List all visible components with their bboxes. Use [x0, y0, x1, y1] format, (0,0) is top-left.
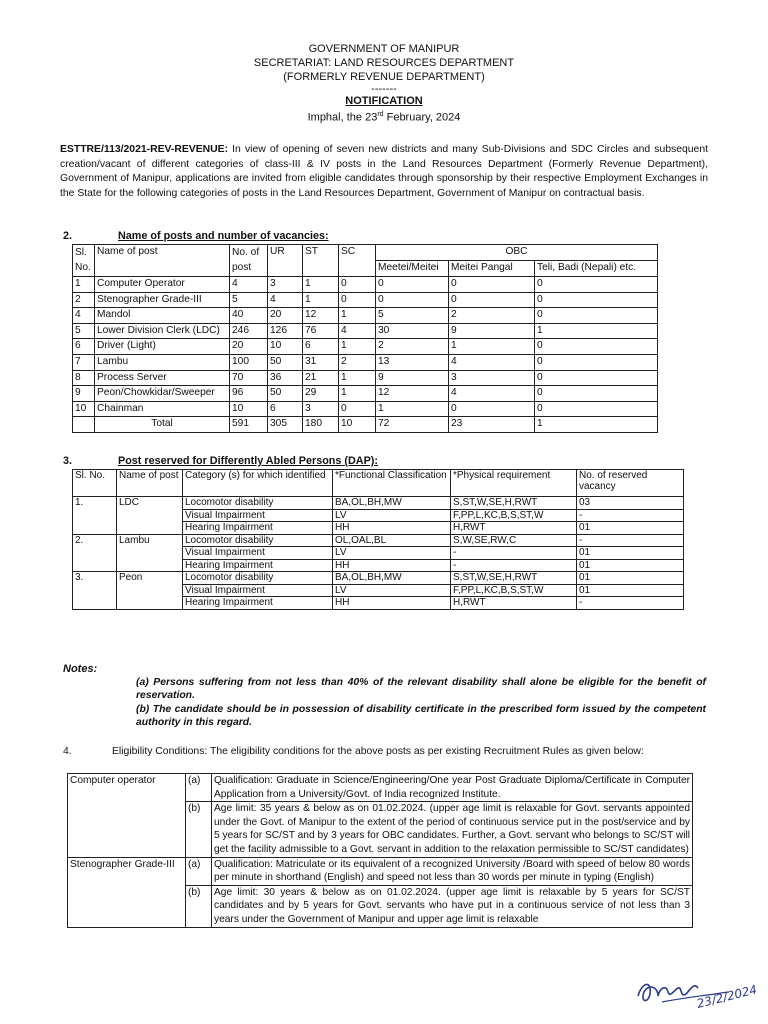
table-cell: Hearing Impairment	[183, 522, 333, 535]
notification-title: NOTIFICATION	[345, 95, 423, 107]
table-cell: S,W,SE,RW,C	[451, 534, 577, 547]
table-cell: Peon/Chowkidar/Sweeper	[95, 386, 230, 402]
table-cell: 126	[268, 323, 303, 339]
vacancy-header-row	[73, 245, 658, 261]
table-cell: 01	[577, 584, 684, 597]
table-cell: Visual Impairment	[183, 584, 333, 597]
dap-table	[72, 469, 684, 610]
eligibility-item-text: Qualification: Graduate in Science/Engineering/One year Post Graduate Diploma/Certificate in Computer Application from a University/Govt. of India recognized Institute.	[212, 774, 693, 802]
table-cell: Hearing Impairment	[183, 559, 333, 572]
eligibility-item-label: (a)	[186, 774, 212, 802]
dap-header-row	[73, 470, 684, 497]
table-cell: 1	[339, 386, 376, 402]
table-cell: 0	[535, 308, 658, 324]
table-cell: 5	[376, 308, 449, 324]
dept-line: SECRETARIAT: LAND RESOURCES DEPARTMENT	[253, 57, 515, 69]
notes-block	[136, 676, 706, 730]
table-cell: HH	[333, 559, 451, 572]
table-cell: 0	[376, 292, 449, 308]
table-cell: 0	[339, 401, 376, 417]
eligibility-item-label: (a)	[186, 857, 212, 885]
dap-col-category: Category (s) for which identified	[183, 470, 333, 497]
col-sl: Sl. No.	[73, 245, 95, 277]
table-cell: Chainman	[95, 401, 230, 417]
table-cell: 1	[449, 339, 535, 355]
table-cell: 1	[535, 323, 658, 339]
table-cell: Lower Division Clerk (LDC)	[95, 323, 230, 339]
table-cell: H,RWT	[451, 597, 577, 610]
eligibility-item-text: Qualification: Matriculate or its equivalent of a recognized University /Board with speed of below 80 words per minute in shorthand (English) and speed not less than 30 words per minute in typing (English)	[212, 857, 693, 885]
table-row	[73, 323, 658, 339]
table-cell: 0	[535, 292, 658, 308]
col-no: No. of post	[230, 245, 268, 277]
table-row	[73, 354, 658, 370]
col-name: Name of post	[95, 245, 230, 277]
table-cell: 1	[339, 339, 376, 355]
table-cell: 3	[449, 370, 535, 386]
section-3-title: 3. Post reserved for Differently Abled Persons (DAP):	[63, 455, 378, 467]
table-cell: OL,OAL,BL	[333, 534, 451, 547]
table-cell: 31	[303, 354, 339, 370]
table-cell: 29	[303, 386, 339, 402]
table-cell: 96	[230, 386, 268, 402]
table-row	[73, 277, 658, 293]
table-row	[73, 308, 658, 324]
table-cell: Locomotor disability	[183, 497, 333, 510]
vacancy-total-row: Total 591 305 180 10 72 23 1	[73, 417, 658, 433]
table-cell: 4	[449, 386, 535, 402]
reference-number: ESTTRE/113/2021-REV-REVENUE:	[60, 144, 229, 155]
table-cell: Computer Operator	[95, 277, 230, 293]
table-cell: 2	[449, 308, 535, 324]
table-cell: LV	[333, 547, 451, 560]
table-cell: 21	[303, 370, 339, 386]
table-cell: -	[451, 559, 577, 572]
table-cell: 1	[376, 401, 449, 417]
table-row	[73, 386, 658, 402]
table-cell: LV	[333, 509, 451, 522]
table-cell: F,PP,L,KC,B,S,ST,W	[451, 584, 577, 597]
section-2-title: 2. Name of posts and number of vacancies:	[63, 230, 329, 242]
table-cell: Process Server	[95, 370, 230, 386]
col-obc-pangal: Meitei Pangal	[449, 261, 535, 277]
table-cell: 12	[303, 308, 339, 324]
table-cell: 1	[73, 277, 95, 293]
table-cell: Stenographer Grade-III	[95, 292, 230, 308]
table-cell: 2	[376, 339, 449, 355]
table-cell: 12	[376, 386, 449, 402]
dap-col-sl: Sl. No.	[73, 470, 117, 497]
table-row	[73, 572, 684, 585]
table-cell: BA,OL,BH,MW	[333, 572, 451, 585]
table-cell: HH	[333, 597, 451, 610]
table-cell: 03	[577, 497, 684, 510]
eligibility-post: Stenographer Grade-III	[68, 857, 186, 927]
table-cell: 0	[535, 339, 658, 355]
table-cell: 0	[376, 277, 449, 293]
table-cell: 01	[577, 572, 684, 585]
table-cell: 0	[339, 292, 376, 308]
eligibility-item-label: (b)	[186, 802, 212, 857]
table-cell: 0	[535, 386, 658, 402]
table-cell: 9	[73, 386, 95, 402]
dap-post: Peon	[117, 572, 183, 610]
dap-post: Lambu	[117, 534, 183, 572]
table-cell: 9	[376, 370, 449, 386]
table-cell: 01	[577, 522, 684, 535]
table-cell: 10	[73, 401, 95, 417]
table-cell: 36	[268, 370, 303, 386]
col-ur: UR	[268, 245, 303, 277]
table-cell: 3	[268, 277, 303, 293]
intro-text: In view of opening of seven new districts and many Sub-Divisions and SDC Circles and subsequent creation/vacant of different categories of class-III & IV posts in the Land Resources Department (Formerly Revenue Department), Government of Manipur, applications are invited from eligible candidates through sponsorship by their respective Employment Exchanges in the State for the following categories of posts in the Land Resources Department, Government of Manipur on contractual basis.	[60, 144, 708, 199]
table-cell: 76	[303, 323, 339, 339]
table-cell: 70	[230, 370, 268, 386]
note-b: (b) The candidate should be in possession of disability certificate in the prescribed form issued by the competent authority in this regard.	[136, 703, 706, 729]
table-cell: H,RWT	[451, 522, 577, 535]
table-cell: 10	[230, 401, 268, 417]
intro-paragraph	[60, 143, 708, 201]
govt-line: GOVERNMENT OF MANIPUR	[308, 43, 460, 55]
table-cell: 4	[339, 323, 376, 339]
dap-col-reserved: No. of reserved vacancy	[577, 470, 684, 497]
table-row	[68, 857, 693, 885]
table-cell: 5	[73, 323, 95, 339]
signature-image	[632, 968, 760, 1016]
table-cell: 30	[376, 323, 449, 339]
signature-date: 23/2/2024	[695, 982, 759, 1011]
table-cell: 10	[268, 339, 303, 355]
eligibility-table	[67, 773, 693, 928]
table-cell: Hearing Impairment	[183, 597, 333, 610]
table-cell: LV	[333, 584, 451, 597]
table-row	[73, 534, 684, 547]
table-cell: 4	[230, 277, 268, 293]
table-cell: 0	[449, 401, 535, 417]
table-cell: 1	[339, 308, 376, 324]
table-row	[73, 497, 684, 510]
table-cell: 1	[339, 370, 376, 386]
former-dept-line: (FORMERLY REVENUE DEPARTMENT)	[283, 71, 485, 83]
table-cell: Locomotor disability	[183, 534, 333, 547]
table-cell: 0	[535, 277, 658, 293]
table-row	[73, 370, 658, 386]
table-cell: 20	[230, 339, 268, 355]
col-sc: SC	[339, 245, 376, 277]
table-cell: 6	[268, 401, 303, 417]
col-obc-teli: Teli, Badi (Nepali) etc.	[535, 261, 658, 277]
table-cell: BA,OL,BH,MW	[333, 497, 451, 510]
col-st: ST	[303, 245, 339, 277]
eligibility-item-text: Age limit: 35 years & below as on 01.02.2024. (upper age limit is relaxable for Govt. servants appointed under the Govt. of Manipur to the extent of the period of continuous service put in the post/service and by 5 years for SC/ST and by 3 years for OBC candidates. Further, a Govt. servant who belongs to SC/ST will get the facility admissible to a Govt. servant in addition to the relaxation permissible to SC/ST candidates)	[212, 802, 693, 857]
table-cell: 0	[535, 401, 658, 417]
table-cell: Locomotor disability	[183, 572, 333, 585]
table-cell: Lambu	[95, 354, 230, 370]
table-cell: 0	[339, 277, 376, 293]
note-a: (a) Persons suffering from not less than 40% of the relevant disability shall alone be eligible for the benefit of reservation.	[136, 677, 706, 702]
table-cell: HH	[333, 522, 451, 535]
table-row	[68, 774, 693, 802]
table-cell: 5	[230, 292, 268, 308]
table-cell: -	[577, 509, 684, 522]
table-cell: 0	[535, 354, 658, 370]
table-cell: 2	[73, 292, 95, 308]
table-cell: F,PP,L,KC,B,S,ST,W	[451, 509, 577, 522]
table-cell: S,ST,W,SE,H,RWT	[451, 497, 577, 510]
notes-label: Notes:	[63, 663, 98, 675]
table-cell: 1	[303, 277, 339, 293]
dap-sl: 2.	[73, 534, 117, 572]
dap-post: LDC	[117, 497, 183, 535]
table-cell: 6	[73, 339, 95, 355]
table-cell: 01	[577, 559, 684, 572]
table-cell: 9	[449, 323, 535, 339]
eligibility-item-label: (b)	[186, 885, 212, 927]
table-row	[73, 292, 658, 308]
table-cell: 20	[268, 308, 303, 324]
table-cell: 7	[73, 354, 95, 370]
table-cell: Mandol	[95, 308, 230, 324]
col-obc-meetei: Meetei/Meitei	[376, 261, 449, 277]
table-cell: 50	[268, 354, 303, 370]
table-cell: 3	[303, 401, 339, 417]
table-cell: 246	[230, 323, 268, 339]
document-header	[0, 42, 768, 125]
dap-col-name: Name of post	[117, 470, 183, 497]
table-cell: 8	[73, 370, 95, 386]
dap-col-functional: *Functional Classification	[333, 470, 451, 497]
table-cell: -	[451, 547, 577, 560]
notification-date: Imphal, the 23rd February, 2024	[307, 111, 461, 124]
vacancy-table	[72, 244, 658, 433]
header-divider: -------	[371, 83, 397, 95]
table-cell: 1	[303, 292, 339, 308]
table-cell: 0	[449, 277, 535, 293]
table-cell: -	[577, 534, 684, 547]
table-cell: 4	[73, 308, 95, 324]
table-row	[73, 401, 658, 417]
table-cell: 4	[449, 354, 535, 370]
table-cell: 100	[230, 354, 268, 370]
table-cell: 0	[535, 370, 658, 386]
eligibility-post: Computer operator	[68, 774, 186, 858]
table-cell: 50	[268, 386, 303, 402]
table-cell: Driver (Light)	[95, 339, 230, 355]
table-cell: Visual Impairment	[183, 547, 333, 560]
table-cell: 4	[268, 292, 303, 308]
dap-col-physical: *Physical requirement	[451, 470, 577, 497]
dap-sl: 3.	[73, 572, 117, 610]
table-cell: Visual Impairment	[183, 509, 333, 522]
section-4-intro: 4. Eligibility Conditions: The eligibility conditions for the above posts as per existing Recruitment Rules as given below:	[63, 746, 644, 757]
table-cell: 2	[339, 354, 376, 370]
table-cell: 0	[449, 292, 535, 308]
table-cell: -	[577, 597, 684, 610]
table-cell: S,ST,W,SE,H,RWT	[451, 572, 577, 585]
table-cell: 13	[376, 354, 449, 370]
table-cell: 6	[303, 339, 339, 355]
col-obc: OBC	[376, 245, 658, 261]
table-cell: 01	[577, 547, 684, 560]
eligibility-item-text: Age limit: 30 years & below as on 01.02.2024. (upper age limit is relaxable by 5 years for SC/ST candidates and by 5 years for Govt. servants who have put in a continuous service of not less than 3 years under the Government of Manipur and upper age limit is relaxable	[212, 885, 693, 927]
table-row	[73, 339, 658, 355]
table-cell: 40	[230, 308, 268, 324]
dap-sl: 1.	[73, 497, 117, 535]
